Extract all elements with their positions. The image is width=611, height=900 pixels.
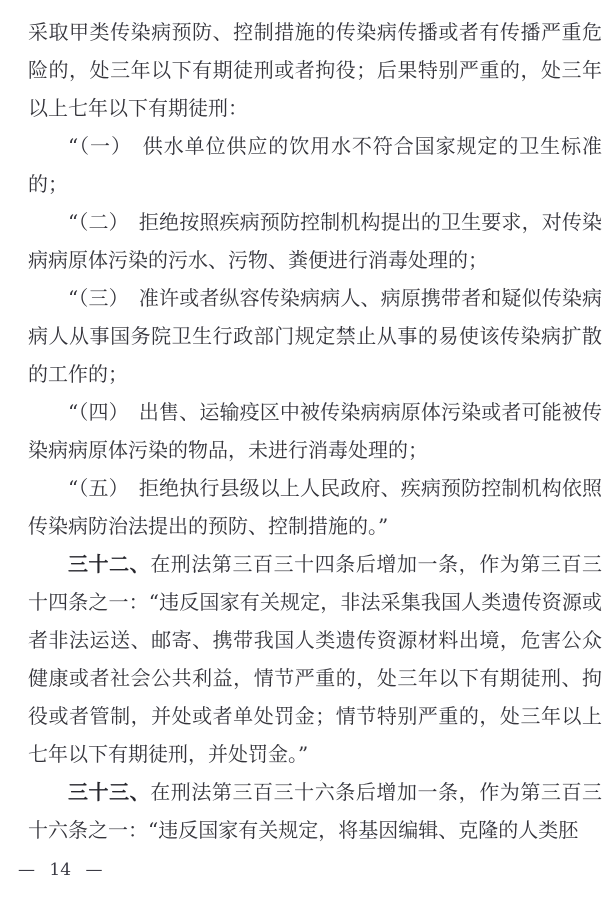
paragraph-section-32: [28, 545, 602, 773]
page-number: — 14 —: [18, 860, 103, 880]
paragraph-list-item-3: “（三） 准许或者纵容传染病病人、病原携带者和疑似传染病病人从事国务院卫生行政部门规定禁止从事的易使该传染病扩散的工作的；: [28, 286, 602, 386]
paragraph-section-33: [28, 773, 602, 849]
paragraph-list-item-5: “（五） 拒绝执行县级以上人民政府、疾病预防控制机构依照传染病防治法提出的预防、控制措施的。”: [28, 476, 602, 538]
paragraph-list-item-1: “（一） 供水单位供应的饮用水不符合国家规定的卫生标准的；: [28, 134, 602, 196]
section-number-33: 三十三、: [68, 780, 151, 804]
paragraph-continuation: 采取甲类传染病预防、控制措施的传染病传播或者有传播严重危险的，处三年以下有期徒刑或者拘役；后果特别严重的，处三年以上七年以下有期徒刑：: [28, 20, 602, 120]
page-footer: [18, 855, 102, 885]
document-body: [28, 13, 602, 849]
paragraph-text: 在刑法第三百三十六条后增加一条，作为第三百三十六条之一：“违反国家有关规定，将基因编辑、克隆的人类胚: [28, 780, 603, 842]
paragraph-list-item-2: “（二） 拒绝按照疾病预防控制机构提出的卫生要求，对传染病病原体污染的污水、污物、粪便进行消毒处理的；: [28, 210, 602, 272]
section-number-32: 三十二、: [68, 552, 151, 576]
paragraph-text: 在刑法第三百三十四条后增加一条，作为第三百三十四条之一：“违反国家有关规定，非法采集我国人类遗传资源或者非法运送、邮寄、携带我国人类遗传资源材料出境，危害公众健康或者社会公共利益，情节严重的，处三年以下有期徒刑、拘役或者管制，并处或者单处罚金；情节特别严重的，处三年以上七年以下有期徒刑，并处罚金。”: [28, 552, 603, 766]
paragraph-list-item-4: “（四） 出售、运输疫区中被传染病病原体污染或者可能被传染病病原体污染的物品，未进行消毒处理的；: [28, 400, 602, 462]
